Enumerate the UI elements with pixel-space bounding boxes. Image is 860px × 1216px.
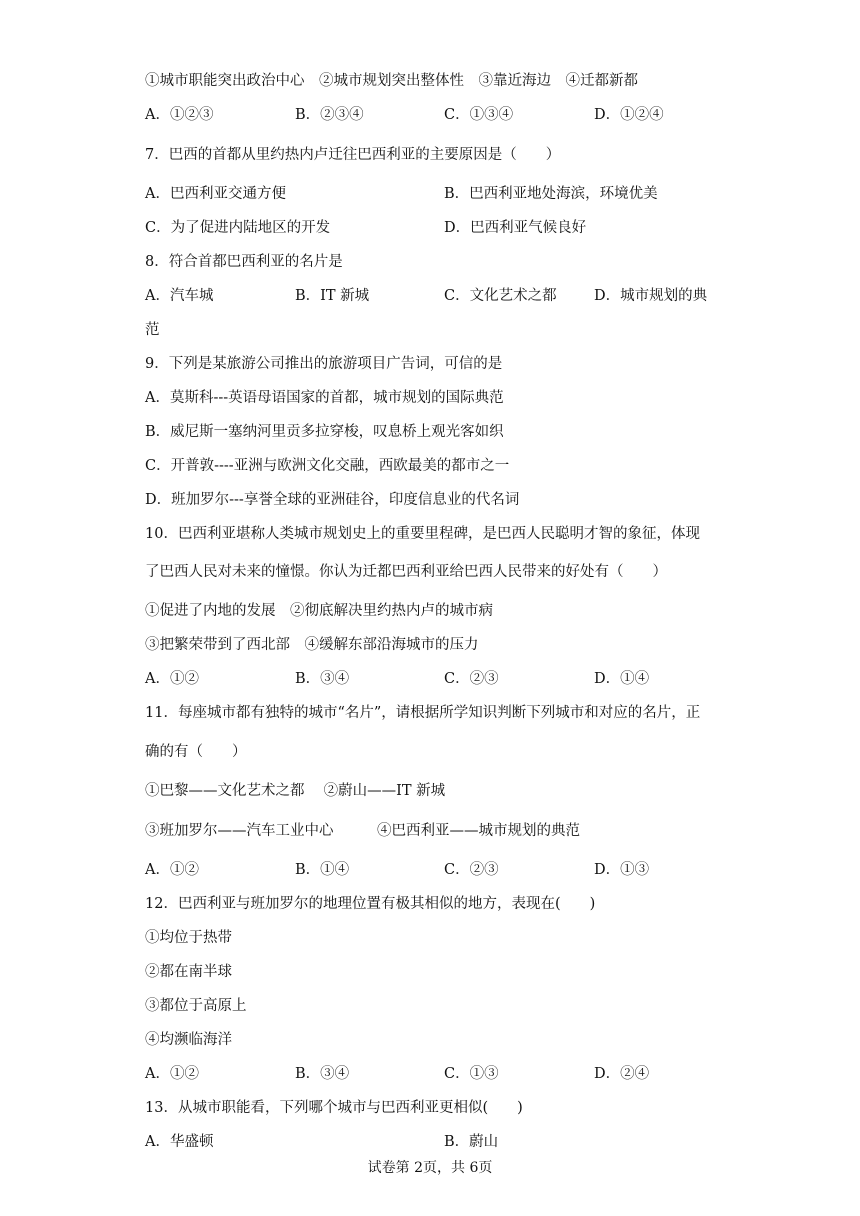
q11-stem-line2: 确的有（ ） <box>145 744 247 760</box>
q9-stem: 9．下列是某旅游公司推出的旅游项目广告词，可信的是 <box>145 356 503 372</box>
q8-option-c: C．文化艺术之都 <box>444 288 557 304</box>
q8-option-a: A．汽车城 <box>145 288 214 304</box>
q10-statement-1: ①促进了内地的发展 ②彻底解决里约热内卢的城市病 <box>145 603 493 619</box>
q11-stem-line1: 11．每座城市都有独特的城市“名片”，请根据所学知识判断下列城市和对应的名片，正 <box>145 705 701 721</box>
q13-option-a: A．华盛顿 <box>145 1134 214 1150</box>
q8-option-d-wrap: 范 <box>145 322 160 338</box>
q6-option-a: A．①②③ <box>145 107 214 123</box>
q7-option-a: A．巴西利亚交通方便 <box>145 186 286 202</box>
q12-statement-1: ①均位于热带 <box>145 930 232 946</box>
q9-option-d: D．班加罗尔---享誉全球的亚洲硅谷，印度信息业的代名词 <box>145 492 520 508</box>
q12-option-a: A．①② <box>145 1066 199 1082</box>
q6-option-b: B．②③④ <box>295 107 364 123</box>
q8-option-d: D．城市规划的典 <box>594 288 708 304</box>
q7-option-d: D．巴西利亚气候良好 <box>444 220 587 236</box>
q6-option-c: C．①③④ <box>444 107 514 123</box>
q12-statement-3: ③都位于高原上 <box>145 998 247 1014</box>
q12-statement-2: ②都在南半球 <box>145 964 232 980</box>
q8-option-b: B．IT 新城 <box>295 288 370 304</box>
q11-option-b: B．①④ <box>295 862 350 878</box>
q12-option-d: D．②④ <box>594 1066 650 1082</box>
q10-stem-line2: 了巴西人民对未来的憧憬。你认为迁都巴西利亚给巴西人民带来的好处有（ ） <box>145 564 667 580</box>
q13-option-b: B．蔚山 <box>444 1134 499 1150</box>
q11-statement-2: ③班加罗尔——汽车工业中心 ④巴西利亚——城市规划的典范 <box>145 823 580 839</box>
q13-stem: 13．从城市职能看，下列哪个城市与巴西利亚更相似( ) <box>145 1100 523 1116</box>
q6-statement: ①城市职能突出政治中心 ②城市规划突出整体性 ③靠近海边 ④迁都新都 <box>145 73 638 89</box>
page-footer: 试卷第 2页，共 6页 <box>367 1160 493 1176</box>
q11-option-c: C．②③ <box>444 862 499 878</box>
q10-option-d: D．①④ <box>594 671 650 687</box>
q9-option-c: C．开普敦----亚洲与欧洲文化交融，西欧最美的都市之一 <box>145 458 510 474</box>
q11-option-a: A．①② <box>145 862 199 878</box>
q11-option-d: D．①③ <box>594 862 650 878</box>
q7-option-c: C．为了促进内陆地区的开发 <box>145 220 331 236</box>
q11-statement-1: ①巴黎——文化艺术之都 ②蔚山——IT 新城 <box>145 783 446 799</box>
q7-stem: 7．巴西的首都从里约热内卢迁往巴西利亚的主要原因是（ ） <box>145 147 561 163</box>
q12-stem: 12．巴西利亚与班加罗尔的地理位置有极其相似的地方，表现在( ) <box>145 896 596 912</box>
q10-option-b: B．③④ <box>295 671 350 687</box>
q12-option-b: B．③④ <box>295 1066 350 1082</box>
q10-option-a: A．①② <box>145 671 199 687</box>
q9-option-b: B．威尼斯一塞纳河里贡多拉穿梭，叹息桥上观光客如织 <box>145 424 504 440</box>
q12-statement-4: ④均濒临海洋 <box>145 1032 232 1048</box>
q6-option-d: D．①②④ <box>594 107 664 123</box>
q10-option-c: C．②③ <box>444 671 499 687</box>
q10-statement-2: ③把繁荣带到了西北部 ④缓解东部沿海城市的压力 <box>145 637 479 653</box>
q7-option-b: B．巴西利亚地处海滨，环境优美 <box>444 186 658 202</box>
q8-stem: 8．符合首都巴西利亚的名片是 <box>145 254 343 270</box>
q9-option-a: A．莫斯科---英语母语国家的首都，城市规划的国际典范 <box>145 390 504 406</box>
q12-option-c: C．①③ <box>444 1066 499 1082</box>
q10-stem-line1: 10．巴西利亚堪称人类城市规划史上的重要里程碑，是巴西人民聪明才智的象征，体现 <box>145 526 700 542</box>
